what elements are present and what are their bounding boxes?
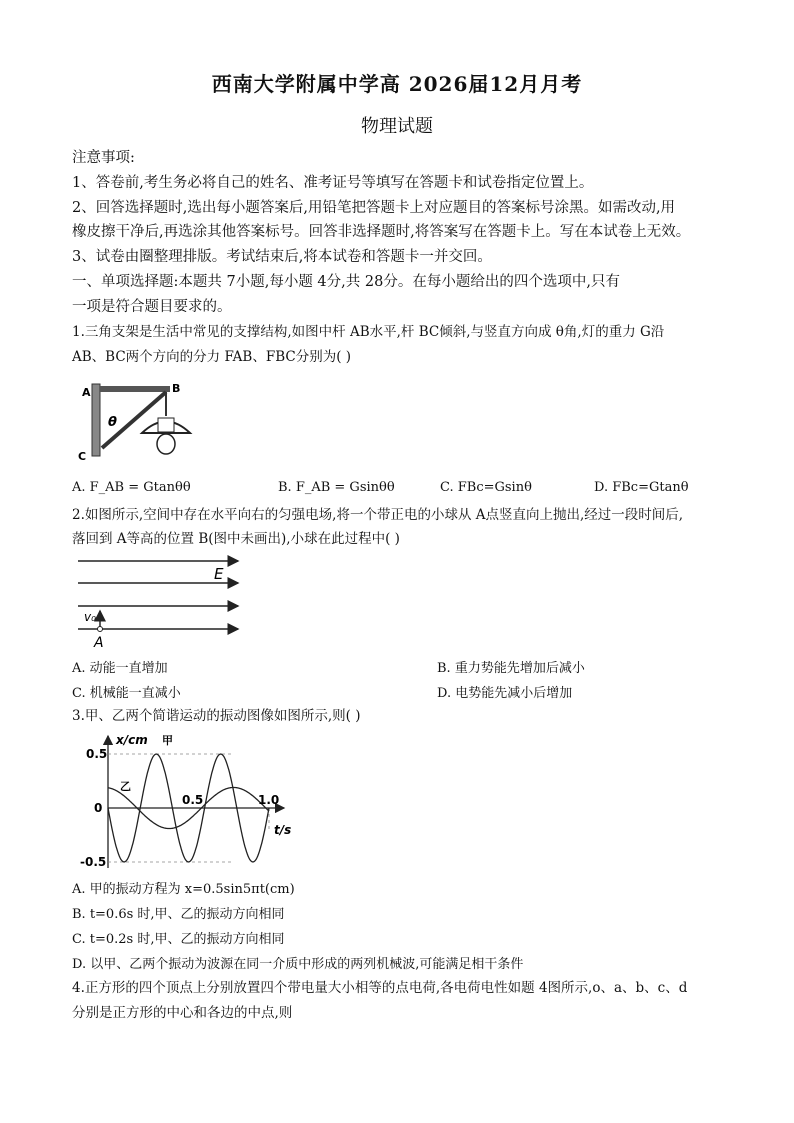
q2-option-a[interactable]: A. 动能一直增加 xyxy=(72,661,168,676)
q1-tripod-figure xyxy=(74,378,204,468)
q2-option-d[interactable]: D. 电势能先减小后增加 xyxy=(437,686,573,701)
q3-option-a[interactable]: A. 甲的振动方程为 x=0.5sin5πt(cm) xyxy=(72,882,295,897)
exam-title: 西南大学附属中学高 2026届12月月考 xyxy=(211,72,583,96)
q1-option-c[interactable]: C. FBc=Gsinθ xyxy=(440,480,532,495)
q3-stem: 3.甲、乙两个简谐运动的振动图像如图所示,则( ) xyxy=(72,708,361,724)
tick-y-top: 0.5 xyxy=(86,747,108,761)
ball-a xyxy=(98,627,103,632)
rod-ab xyxy=(100,386,170,392)
wall xyxy=(92,384,100,456)
label-theta: θ xyxy=(108,415,117,430)
q2-option-b[interactable]: B. 重力势能先增加后减小 xyxy=(437,661,585,676)
label-c: C xyxy=(78,450,87,463)
chart-xlabel: t/s xyxy=(274,823,292,837)
label-point-a: A xyxy=(94,635,104,651)
tick-x-mid: 0.5 xyxy=(182,793,204,807)
tick-x-end: 1.0 xyxy=(258,793,280,807)
q2-option-c[interactable]: C. 机械能一直减小 xyxy=(72,686,181,701)
lamp-bulb xyxy=(157,434,175,454)
label-yi: 乙 xyxy=(120,780,131,793)
label-jia: 甲 xyxy=(162,734,173,747)
label-a: A xyxy=(82,386,91,399)
label-e: E xyxy=(214,565,224,583)
notice-item-3: 3、试卷由圈整理排版。考试结束后,将本试卷和答题卡一并交回。 xyxy=(72,249,492,265)
notice-heading: 注意事项: xyxy=(72,150,135,166)
q4-stem: 4.正方形的四个顶点上分别放置四个带电量大小相等的点电荷,各电荷电性如题 4图所示,o、a、b、c、d xyxy=(72,980,688,996)
notice-item-2: 2、回答选择题时,选出每小题答案后,用铅笔把答题卡上对应题目的答案标号涂黑。如需改动,用 xyxy=(72,200,676,216)
q3-option-c[interactable]: C. t=0.2s 时,甲、乙的振动方向相同 xyxy=(72,932,285,947)
tick-y-bottom: -0.5 xyxy=(80,855,107,869)
q4-stem-cont: 分别是正方形的中心和各边的中点,则 xyxy=(72,1005,293,1021)
tick-y-zero: 0 xyxy=(94,801,103,815)
q2-stem-cont: 落回到 A等高的位置 B(图中未画出),小球在此过程中( ) xyxy=(72,531,400,547)
q1-option-d[interactable]: D. FBc=Gtanθ xyxy=(594,480,689,495)
section-heading: 一、单项选择题:本题共 7小题,每小题 4分,共 28分。在每小题给出的四个选项中,只有 xyxy=(72,274,620,290)
label-b: B xyxy=(172,382,181,395)
q1-stem: 1.三角支架是生活中常见的支撑结构,如图中杆 AB水平,杆 BC倾斜,与竖直方向成 θ角,灯的重力 G沿 xyxy=(72,324,665,340)
section-heading-cont: 一项是符合题目要求的。 xyxy=(72,299,232,315)
q3-option-b[interactable]: B. t=0.6s 时,甲、乙的振动方向相同 xyxy=(72,907,285,922)
q1-option-a[interactable]: A. F_AB = Gtanθθ xyxy=(72,480,191,495)
chart-ylabel: x/cm xyxy=(116,733,148,747)
exam-subtitle: 物理试题 xyxy=(361,116,433,137)
label-v0: v₀ xyxy=(84,610,96,624)
q1-option-b[interactable]: B. F_AB = Gsinθθ xyxy=(278,480,395,495)
q3-option-d[interactable]: D. 以甲、乙两个振动为波源在同一介质中形成的两列机械波,可能满足相干条件 xyxy=(72,957,524,972)
q2-stem: 2.如图所示,空间中存在水平向右的匀强电场,将一个带正电的小球从 A点竖直向上抛出,经过一段时间后, xyxy=(72,507,684,523)
q2-field-figure xyxy=(74,555,246,651)
q1-stem-cont: AB、BC两个方向的分力 FAB、FBC分别为( ) xyxy=(72,349,352,365)
notice-item-1: 1、答卷前,考生务必将自己的姓名、准考证号等填写在答题卡和试卷指定位置上。 xyxy=(72,175,594,191)
notice-item-2-cont: 橡皮擦干净后,再选涂其他答案标号。回答非选择题时,将答案写在答题卡上。写在本试卷上无效。 xyxy=(72,224,691,240)
q3-vibration-graph xyxy=(74,730,304,872)
